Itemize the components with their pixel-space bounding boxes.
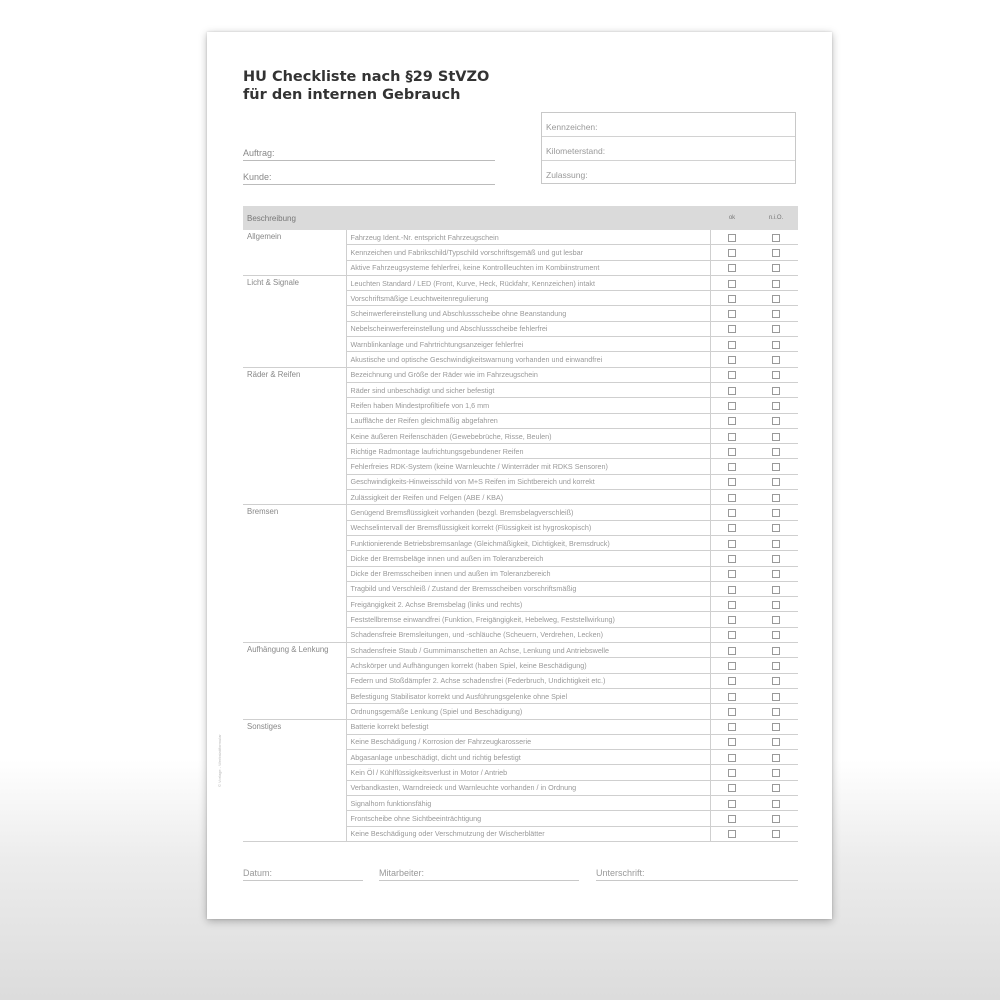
- checkbox-cell-nok: [754, 398, 798, 413]
- checkbox-cell-ok: [710, 245, 754, 260]
- item-description: Schadensfreie Bremsleitungen, und -schläuche (Scheuern, Verdrehen, Lecken): [346, 627, 710, 642]
- item-description: Lauffläche der Reifen gleichmäßig abgefahren: [346, 413, 710, 428]
- checkbox-ok[interactable]: [728, 402, 736, 410]
- category-label: Aufhängung & Lenkung: [243, 643, 346, 719]
- zulassung-field[interactable]: [542, 161, 795, 185]
- item-description: Tragbild und Verschleiß / Zustand der Bremsscheiben vorschriftsmäßig: [346, 581, 710, 596]
- checkbox-ok[interactable]: [728, 387, 736, 395]
- vehicle-info-box: [541, 112, 796, 184]
- checkbox-cell-ok: [710, 811, 754, 826]
- category-label: Bremsen: [243, 505, 346, 643]
- checkbox-ok[interactable]: [728, 662, 736, 670]
- checkbox-cell-nok: [754, 581, 798, 596]
- item-description: Kennzeichen und Fabrikschild/Typschild vorschriftsgemäß und gut lesbar: [346, 245, 710, 260]
- datum-field[interactable]: [243, 866, 363, 881]
- checkbox-cell-ok: [710, 734, 754, 749]
- checkbox-ok[interactable]: [728, 478, 736, 486]
- kennzeichen-field[interactable]: [542, 113, 795, 137]
- checkbox-cell-nok: [754, 826, 798, 841]
- checkbox-cell-ok: [710, 673, 754, 688]
- item-description: Dicke der Bremsbeläge innen und außen im Toleranzbereich: [346, 551, 710, 566]
- item-description: Richtige Radmontage laufrichtungsgebundener Reifen: [346, 444, 710, 459]
- checkbox-cell-nok: [754, 535, 798, 550]
- checkbox-cell-nok: [754, 306, 798, 321]
- checkbox-ok[interactable]: [728, 295, 736, 303]
- checkbox-cell-ok: [710, 428, 754, 443]
- checkbox-cell-ok: [710, 688, 754, 703]
- checkbox-nok[interactable]: [772, 800, 780, 808]
- checkbox-nok[interactable]: [772, 647, 780, 655]
- checkbox-cell-nok: [754, 719, 798, 734]
- checkbox-cell-nok: [754, 490, 798, 505]
- checkbox-cell-nok: [754, 260, 798, 275]
- checkbox-nok[interactable]: [772, 371, 780, 379]
- checkbox-nok[interactable]: [772, 738, 780, 746]
- checkbox-ok[interactable]: [728, 800, 736, 808]
- checkbox-cell-ok: [710, 581, 754, 596]
- checkbox-ok[interactable]: [728, 723, 736, 731]
- checkbox-ok[interactable]: [728, 677, 736, 685]
- checkbox-nok[interactable]: [772, 586, 780, 594]
- checkbox-cell-ok: [710, 367, 754, 382]
- checkbox-nok[interactable]: [772, 754, 780, 762]
- checkbox-nok[interactable]: [772, 723, 780, 731]
- checkbox-ok[interactable]: [728, 341, 736, 349]
- checkbox-nok[interactable]: [772, 295, 780, 303]
- checkbox-cell-nok: [754, 704, 798, 719]
- checkbox-cell-ok: [710, 352, 754, 367]
- checkbox-cell-ok: [710, 612, 754, 627]
- checkbox-ok[interactable]: [728, 815, 736, 823]
- item-description: Schadensfreie Staub / Gummimanschetten an Achse, Lenkung und Antriebswelle: [346, 643, 710, 658]
- checkbox-cell-ok: [710, 658, 754, 673]
- checkbox-cell-ok: [710, 750, 754, 765]
- kilometerstand-label: Kilometerstand:: [546, 146, 606, 156]
- checkbox-cell-ok: [710, 382, 754, 397]
- checkbox-cell-ok: [710, 643, 754, 658]
- checkbox-nok[interactable]: [772, 524, 780, 532]
- item-description: Zulässigkeit der Reifen und Felgen (ABE / KBA): [346, 490, 710, 505]
- checkbox-nok[interactable]: [772, 234, 780, 242]
- header-description: Beschreibung: [243, 206, 710, 230]
- checkbox-cell-nok: [754, 291, 798, 306]
- checkbox-cell-nok: [754, 230, 798, 245]
- checkbox-ok[interactable]: [728, 570, 736, 578]
- checkbox-nok[interactable]: [772, 815, 780, 823]
- checkbox-ok[interactable]: [728, 769, 736, 777]
- unterschrift-field[interactable]: [596, 866, 798, 881]
- checkbox-cell-ok: [710, 566, 754, 581]
- kunde-label: Kunde:: [243, 172, 272, 182]
- checkbox-cell-ok: [710, 413, 754, 428]
- checkbox-cell-nok: [754, 750, 798, 765]
- checkbox-cell-ok: [710, 704, 754, 719]
- checkbox-cell-nok: [754, 352, 798, 367]
- checkbox-ok[interactable]: [728, 708, 736, 716]
- checkbox-nok[interactable]: [772, 540, 780, 548]
- table-header-row: [243, 206, 798, 230]
- checkbox-cell-ok: [710, 826, 754, 841]
- checkbox-cell-nok: [754, 505, 798, 520]
- checkbox-cell-nok: [754, 428, 798, 443]
- mitarbeiter-field[interactable]: [379, 866, 579, 881]
- checkbox-nok[interactable]: [772, 478, 780, 486]
- item-description: Achskörper und Aufhängungen korrekt (haben Spiel, keine Beschädigung): [346, 658, 710, 673]
- checkbox-ok[interactable]: [728, 738, 736, 746]
- checkbox-cell-ok: [710, 551, 754, 566]
- checkbox-ok[interactable]: [728, 417, 736, 425]
- item-description: Reifen haben Mindestprofiltiefe von 1,6 mm: [346, 398, 710, 413]
- checkbox-cell-ok: [710, 505, 754, 520]
- item-description: Befestigung Stabilisator korrekt und Ausführungsgelenke ohne Spiel: [346, 688, 710, 703]
- checkbox-cell-ok: [710, 474, 754, 489]
- form-title-line1: HU Checkliste nach §29 StVZO: [243, 69, 490, 85]
- table-row: [243, 275, 798, 290]
- checkbox-nok[interactable]: [772, 830, 780, 838]
- checkbox-cell-nok: [754, 551, 798, 566]
- checkbox-ok[interactable]: [728, 540, 736, 548]
- item-description: Fahrzeug Ident.-Nr. entspricht Fahrzeugschein: [346, 230, 710, 245]
- unterschrift-label: Unterschrift:: [596, 868, 645, 878]
- checkbox-cell-nok: [754, 734, 798, 749]
- checkbox-nok[interactable]: [772, 280, 780, 288]
- checkbox-cell-ok: [710, 780, 754, 795]
- item-description: Freigängigkeit 2. Achse Bremsbelag (links und rechts): [346, 597, 710, 612]
- checkbox-cell-ok: [710, 490, 754, 505]
- checkbox-ok[interactable]: [728, 280, 736, 288]
- checkbox-cell-ok: [710, 291, 754, 306]
- checkbox-cell-ok: [710, 535, 754, 550]
- checkbox-cell-nok: [754, 643, 798, 658]
- checkbox-ok[interactable]: [728, 601, 736, 609]
- checkbox-nok[interactable]: [772, 631, 780, 639]
- datum-label: Datum:: [243, 868, 273, 878]
- checkbox-ok[interactable]: [728, 555, 736, 563]
- checkbox-ok[interactable]: [728, 264, 736, 272]
- zulassung-label: Zulassung:: [546, 170, 588, 180]
- checkbox-cell-nok: [754, 474, 798, 489]
- table-row: [243, 230, 798, 245]
- table-row: [243, 505, 798, 520]
- checkbox-nok[interactable]: [772, 570, 780, 578]
- checkbox-nok[interactable]: [772, 463, 780, 471]
- checkbox-nok[interactable]: [772, 417, 780, 425]
- checkbox-ok[interactable]: [728, 631, 736, 639]
- inspection-table: [243, 206, 798, 842]
- item-description: Fehlerfreies RDK-System (keine Warnleuchte / Winterräder mit RDKS Sensoren): [346, 459, 710, 474]
- item-description: Räder sind unbeschädigt und sicher befestigt: [346, 382, 710, 397]
- checkbox-cell-ok: [710, 444, 754, 459]
- checkbox-nok[interactable]: [772, 341, 780, 349]
- checkbox-ok[interactable]: [728, 693, 736, 701]
- checkbox-cell-ok: [710, 627, 754, 642]
- item-description: Geschwindigkeits-Hinweisschild von M+S Reifen im Sichtbereich und korrekt: [346, 474, 710, 489]
- checkbox-cell-nok: [754, 780, 798, 795]
- checkbox-ok[interactable]: [728, 433, 736, 441]
- form-title-line2: für den internen Gebrauch: [243, 87, 461, 103]
- checkbox-nok[interactable]: [772, 387, 780, 395]
- checkbox-cell-nok: [754, 658, 798, 673]
- checkbox-cell-nok: [754, 413, 798, 428]
- item-description: Warnblinkanlage und Fahrtrichtungsanzeiger fehlerfrei: [346, 337, 710, 352]
- checkbox-ok[interactable]: [728, 448, 736, 456]
- item-description: Keine äußeren Reifenschäden (Gewebebrüche, Risse, Beulen): [346, 428, 710, 443]
- checkbox-nok[interactable]: [772, 249, 780, 257]
- checkbox-cell-ok: [710, 321, 754, 336]
- item-description: Signalhorn funktionsfähig: [346, 795, 710, 810]
- item-description: Aktive Fahrzeugsysteme fehlerfrei, keine Kontrollleuchten im Kombiinstrument: [346, 260, 710, 275]
- item-description: Keine Beschädigung oder Verschmutzung der Wischerblätter: [346, 826, 710, 841]
- item-description: Funktionierende Betriebsbremsanlage (Gleichmäßigkeit, Dichtigkeit, Bremsdruck): [346, 535, 710, 550]
- checkbox-cell-nok: [754, 597, 798, 612]
- auftrag-field[interactable]: [243, 146, 495, 161]
- checkbox-cell-nok: [754, 367, 798, 382]
- table-row: [243, 367, 798, 382]
- checkbox-cell-ok: [710, 719, 754, 734]
- mitarbeiter-label: Mitarbeiter:: [379, 868, 425, 878]
- checkbox-cell-nok: [754, 382, 798, 397]
- checkbox-cell-nok: [754, 321, 798, 336]
- checkbox-cell-nok: [754, 627, 798, 642]
- checkbox-nok[interactable]: [772, 601, 780, 609]
- checkbox-nok[interactable]: [772, 494, 780, 502]
- checkbox-cell-nok: [754, 566, 798, 581]
- item-description: Frontscheibe ohne Sichtbeeinträchtigung: [346, 811, 710, 826]
- checkbox-cell-nok: [754, 688, 798, 703]
- checkbox-nok[interactable]: [772, 325, 780, 333]
- kilometerstand-field[interactable]: [542, 137, 795, 161]
- item-description: Scheinwerfereinstellung und Abschlussscheibe ohne Beanstandung: [346, 306, 710, 321]
- checkbox-cell-ok: [710, 398, 754, 413]
- item-description: Abgasanlage unbeschädigt, dicht und richtig befestigt: [346, 750, 710, 765]
- item-description: Wechselintervall der Bremsflüssigkeit korrekt (Flüssigkeit ist hygroskopisch): [346, 520, 710, 535]
- checkbox-ok[interactable]: [728, 647, 736, 655]
- checklist-sheet: [207, 32, 832, 919]
- checkbox-cell-ok: [710, 520, 754, 535]
- item-description: Nebelscheinwerfereinstellung und Abschlussscheibe fehlerfrei: [346, 321, 710, 336]
- checkbox-cell-nok: [754, 765, 798, 780]
- checkbox-cell-ok: [710, 459, 754, 474]
- checkbox-ok[interactable]: [728, 509, 736, 517]
- item-description: Kein Öl / Kühlflüssigkeitsverlust in Motor / Antrieb: [346, 765, 710, 780]
- checkbox-ok[interactable]: [728, 234, 736, 242]
- checkbox-cell-ok: [710, 765, 754, 780]
- checkbox-nok[interactable]: [772, 448, 780, 456]
- item-description: Federn und Stoßdämpfer 2. Achse schadensfrei (Federbruch, Undichtigkeit etc.): [346, 673, 710, 688]
- checkbox-nok[interactable]: [772, 693, 780, 701]
- checkbox-ok[interactable]: [728, 249, 736, 257]
- checkbox-cell-ok: [710, 260, 754, 275]
- auftrag-label: Auftrag:: [243, 148, 275, 158]
- category-label: Sonstiges: [243, 719, 346, 841]
- checkbox-ok[interactable]: [728, 310, 736, 318]
- table-row: [243, 643, 798, 658]
- kunde-field[interactable]: [243, 170, 495, 185]
- checkbox-nok[interactable]: [772, 402, 780, 410]
- checkbox-ok[interactable]: [728, 616, 736, 624]
- kennzeichen-label: Kennzeichen:: [546, 122, 598, 132]
- item-description: Verbandkasten, Warndreieck und Warnleuchte vorhanden / in Ordnung: [346, 780, 710, 795]
- checkbox-nok[interactable]: [772, 433, 780, 441]
- checkbox-cell-ok: [710, 306, 754, 321]
- checkbox-nok[interactable]: [772, 769, 780, 777]
- checkbox-cell-nok: [754, 459, 798, 474]
- checkbox-nok[interactable]: [772, 264, 780, 272]
- item-description: Akustische und optische Geschwindigkeitswarnung vorhanden und einwandfrei: [346, 352, 710, 367]
- checkbox-cell-ok: [710, 597, 754, 612]
- item-description: Feststellbremse einwandfrei (Funktion, Freigängigkeit, Hebelweg, Feststellwirkung): [346, 612, 710, 627]
- checkbox-nok[interactable]: [772, 677, 780, 685]
- checkbox-ok[interactable]: [728, 586, 736, 594]
- checkbox-cell-ok: [710, 275, 754, 290]
- checkbox-nok[interactable]: [772, 708, 780, 716]
- form-title: [243, 68, 489, 104]
- checkbox-ok[interactable]: [728, 830, 736, 838]
- item-description: Batterie korrekt befestigt: [346, 719, 710, 734]
- checkbox-cell-nok: [754, 612, 798, 627]
- checkbox-cell-nok: [754, 811, 798, 826]
- header-ok: ok: [710, 206, 754, 230]
- item-description: Bezeichnung und Größe der Räder wie im Fahrzeugschein: [346, 367, 710, 382]
- checkbox-nok[interactable]: [772, 310, 780, 318]
- category-label: Räder & Reifen: [243, 367, 346, 505]
- item-description: Keine Beschädigung / Korrosion der Fahrzeugkarosserie: [346, 734, 710, 749]
- checkbox-nok[interactable]: [772, 509, 780, 517]
- item-description: Genügend Bremsflüssigkeit vorhanden (bezgl. Bremsbelagverschleiß): [346, 505, 710, 520]
- item-description: Vorschriftsmäßige Leuchtweitenregulierung: [346, 291, 710, 306]
- checkbox-cell-nok: [754, 337, 798, 352]
- category-label: Allgemein: [243, 230, 346, 275]
- checkbox-cell-nok: [754, 245, 798, 260]
- checkbox-cell-nok: [754, 673, 798, 688]
- checkbox-ok[interactable]: [728, 356, 736, 364]
- checkbox-nok[interactable]: [772, 555, 780, 563]
- checkbox-nok[interactable]: [772, 356, 780, 364]
- category-label: Licht & Signale: [243, 275, 346, 367]
- checkbox-cell-nok: [754, 795, 798, 810]
- header-nok: n.i.O.: [754, 206, 798, 230]
- side-imprint: © Vorlage - Werkstattformular: [217, 734, 222, 787]
- item-description: Dicke der Bremsscheiben innen und außen im Toleranzbereich: [346, 566, 710, 581]
- checkbox-ok[interactable]: [728, 524, 736, 532]
- item-description: Ordnungsgemäße Lenkung (Spiel und Beschädigung): [346, 704, 710, 719]
- table-body: [243, 230, 798, 841]
- checkbox-cell-ok: [710, 337, 754, 352]
- item-description: Leuchten Standard / LED (Front, Kurve, Heck, Rückfahr, Kennzeichen) intakt: [346, 275, 710, 290]
- checkbox-nok[interactable]: [772, 784, 780, 792]
- checkbox-cell-ok: [710, 230, 754, 245]
- table-row: [243, 719, 798, 734]
- checkbox-cell-nok: [754, 275, 798, 290]
- checkbox-ok[interactable]: [728, 784, 736, 792]
- checkbox-ok[interactable]: [728, 754, 736, 762]
- checkbox-nok[interactable]: [772, 662, 780, 670]
- checkbox-cell-ok: [710, 795, 754, 810]
- checkbox-ok[interactable]: [728, 325, 736, 333]
- checkbox-cell-nok: [754, 520, 798, 535]
- checkbox-ok[interactable]: [728, 371, 736, 379]
- checkbox-ok[interactable]: [728, 463, 736, 471]
- checkbox-cell-nok: [754, 444, 798, 459]
- checkbox-ok[interactable]: [728, 494, 736, 502]
- checkbox-nok[interactable]: [772, 616, 780, 624]
